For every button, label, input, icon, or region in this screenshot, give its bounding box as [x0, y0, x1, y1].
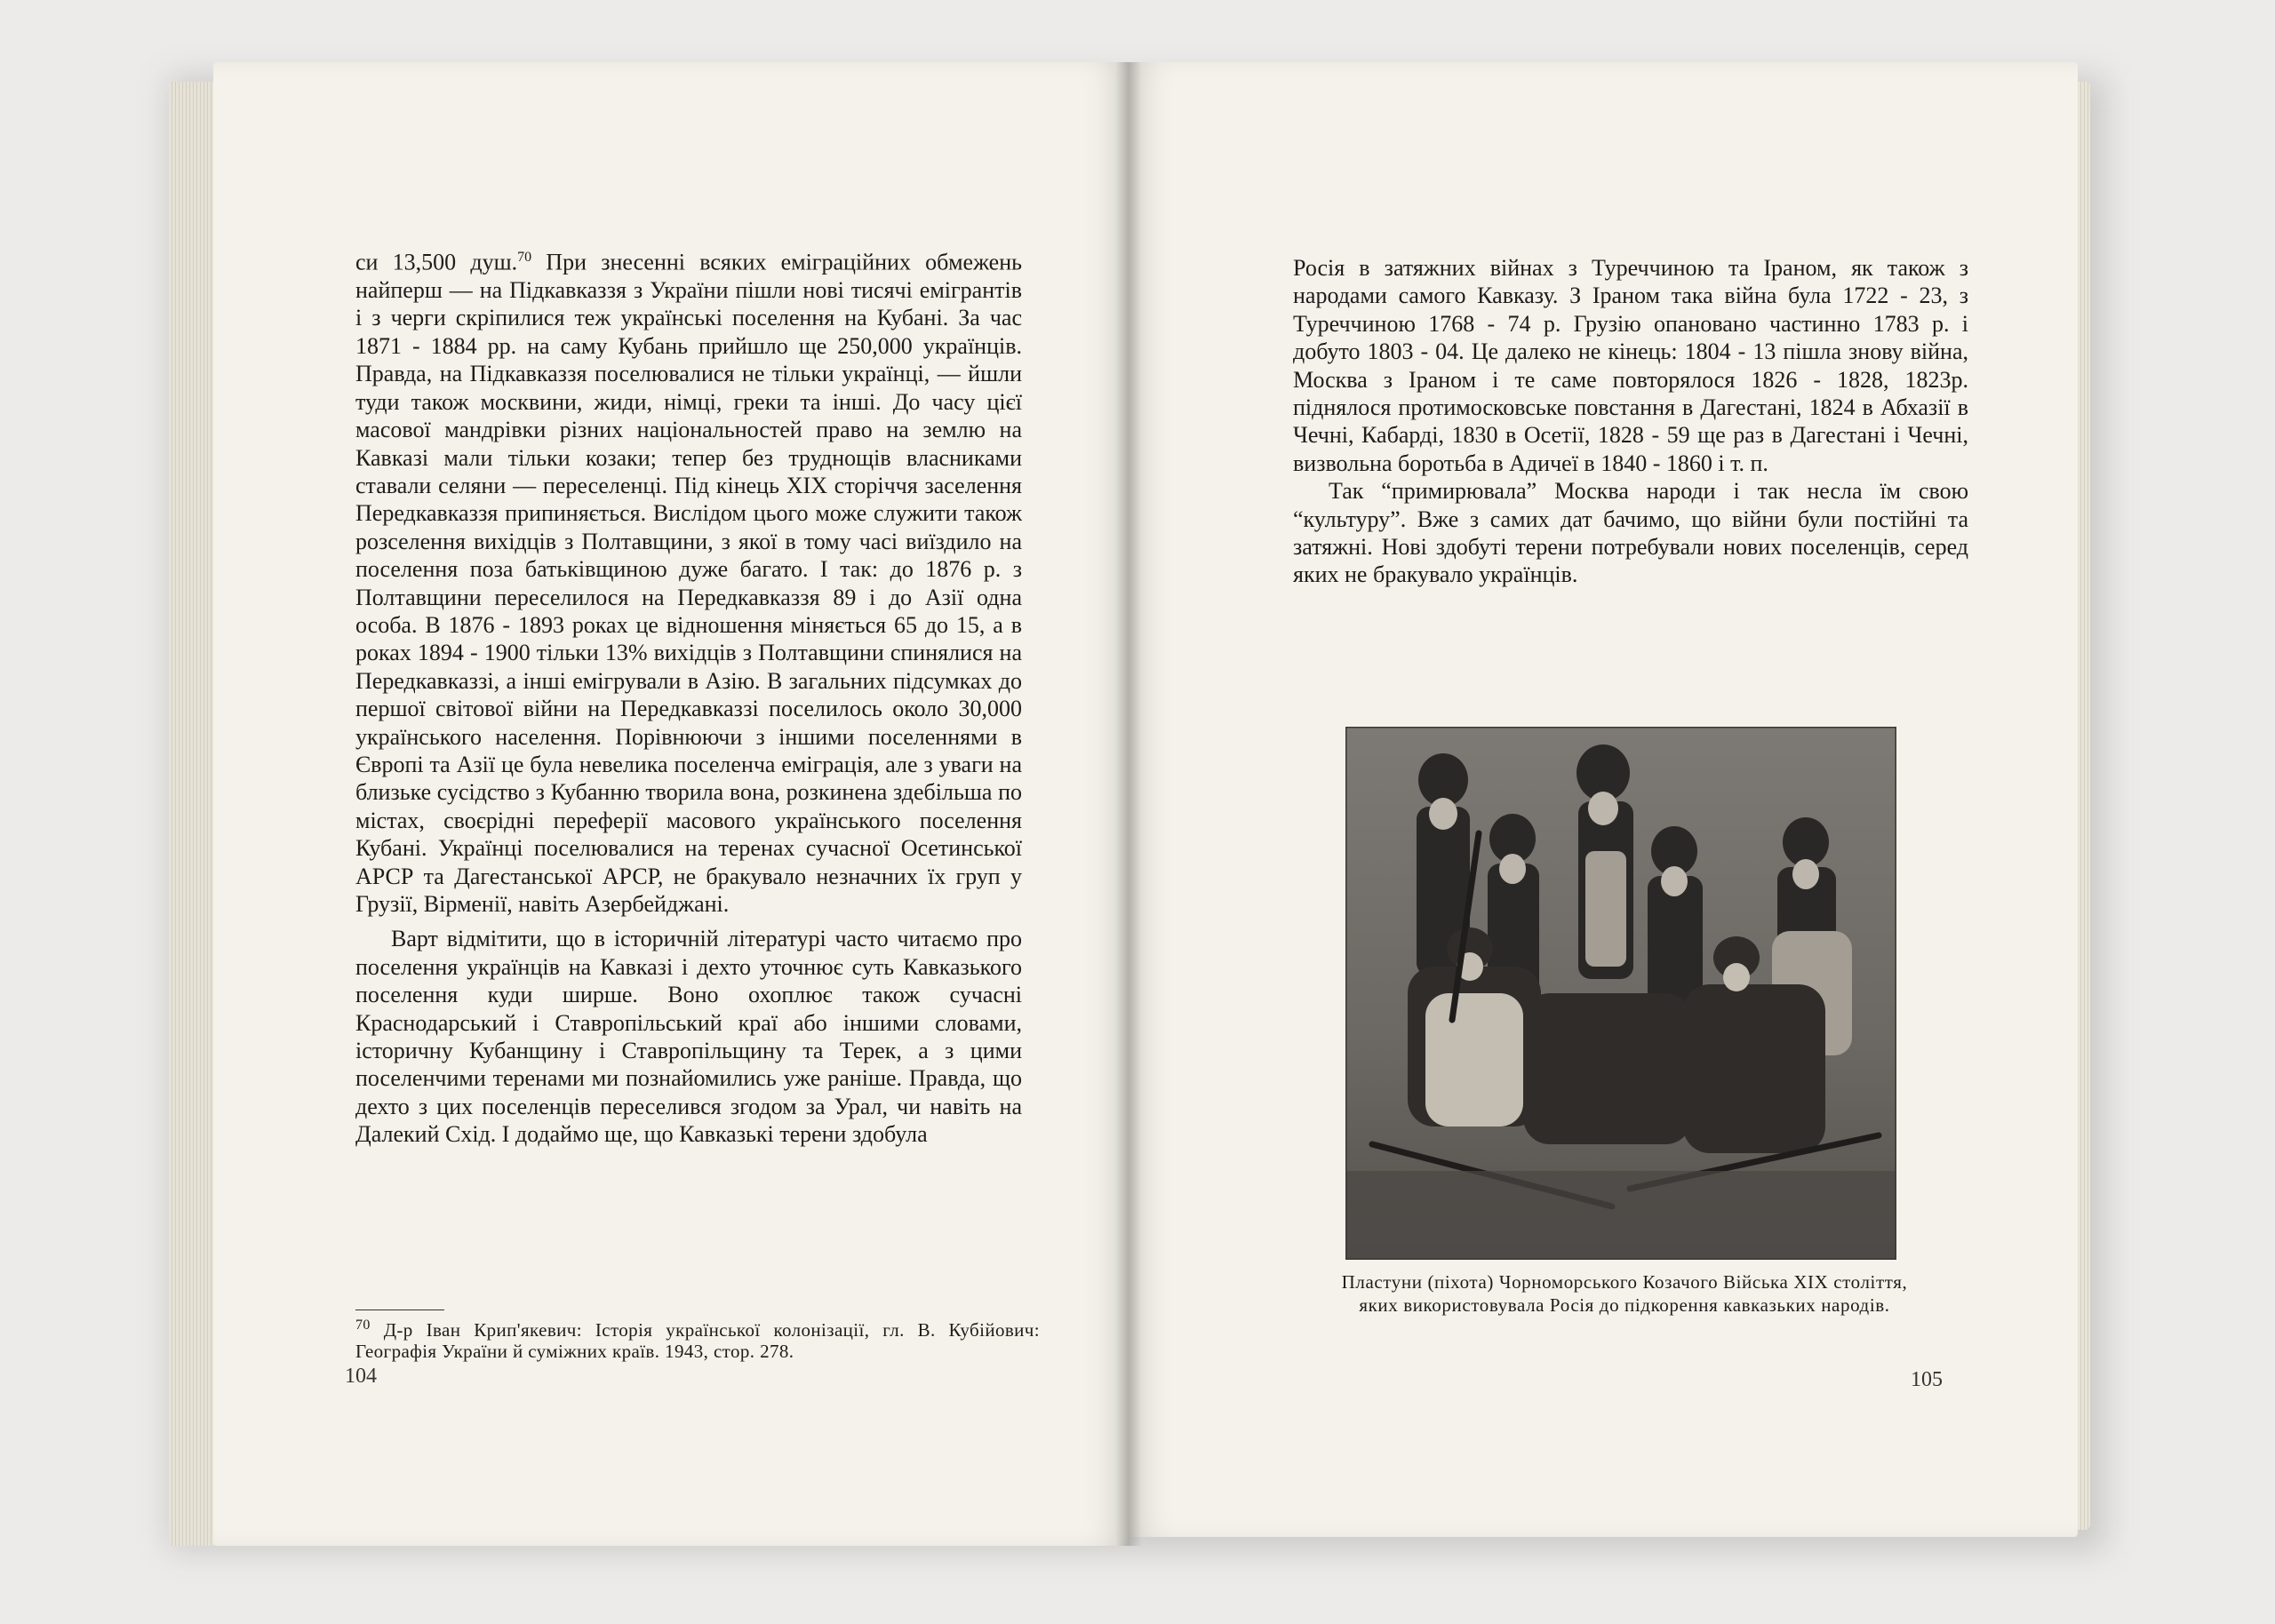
left-paragraph-2: Варт відмітити, що в історичній літературі часто читаємо про поселення українців на Кавказі і дехто уточнює суть Кавказького поселення куди ширше. Воно охоплює також сучасні Краснодарський і Ставропільський краї або іншими словами, історичну Кубанщину і Ставропільщину та Терек, а з цими поселенчими теренами ми познайомились уже раніше. Правда, що дехто з цих поселенців переселився згодом за Урал, чи навіть на Далекий Схід. І додаймо ще, що Кавказькі терени здобула — [355, 926, 1022, 1148]
left-paragraph-1-body: При знесенні всяких еміграційних обмежень найперш — на Підкавказзя з України пішли нові тисячі емігрантів і з черги скріпилися теж українські поселення на Кубані. За час 1871 - 1884 рр. на саму Кубань прийшло ще 250,000 українців. Правда, на Підкавказзя поселювалися не тільки українці, — йшли туди також москвини, жиди, німці, греки та інші. До часу цієї масової мандрівки різних національностей право на землю на Кавказі мали тільки козаки; тепер без труднощів власниками ставали селяни — переселенці. Під кінець XIX сторіччя заселення Передкавказзя припиняється. Вислідом цього може служити також розселення вихідців з Полтавщини, з якої в тому часі виїздило на поселення поза батьківщиною дуже багато. І так: до 1876 р. з Полтавщини переселилося на Передкавказзя 89 і до Азії одна особа. В 1876 - 1893 роках це відношення міняється 65 до 15, а в роках 1894 - 1900 тільки 13% вихідців з Полтавщини спинялися на Передкавказзі, а інші емігрували в Азію. В загальних підсумках до першої світової війни на Передкавказзі поселилось около 30,000 українського населення. Порівнюючи з іншими поселеннями в Європі та Азії це була невелика поселенча еміграція, але з уваги на близьке сусідство з Кубанню творила вона, розкинена здебільша по містах, своєрідні переферії масового українського поселення Кубані. Українці поселювалися на теренах сучасної Осетинської АРСР та Дагестанської АРСР, не бракувало незначних їх груп у Грузії, Вірменії, навіть Азербейджані. — [355, 249, 1022, 917]
right-paragraph-2: Так “примирювала” Москва народи і так несла їм свою “культуру”. Вже з самих дат бачимо, що війни були постійні та затяжні. Нові здобуті терени потребували нових поселенців, серед яких не бракувало українців. — [1293, 478, 1968, 588]
page-number-right: 105 — [1911, 1368, 1943, 1391]
photo-caption: Пластуни (піхота) Чорноморського Козачого Війська XIX століття, яких використовувала Росія до підкорення кавказьких народів. — [1341, 1271, 1908, 1316]
right-page — [1129, 62, 2078, 1537]
footnote-text: Д-р Іван Крип'якевич: Історія української колонізації, гл. В. Кубійович: Географія України й суміжних країв. 1943, стор. 278. — [355, 1319, 1041, 1362]
left-paragraph-1 — [355, 243, 1022, 918]
book-gutter — [1115, 62, 1142, 1546]
footnote — [355, 1315, 1040, 1362]
left-page — [213, 62, 1129, 1546]
left-paragraph-1-start: си 13,500 душ. — [355, 249, 518, 275]
right-page-text — [1293, 254, 1968, 589]
left-page-text — [355, 243, 1022, 1149]
right-paragraph-1: Росія в затяжних війнах з Туреччиною та Іраном, як також з народами самого Кавказу. З Іраном така війна була 1722 - 23, з Туреччиною 1768 - 74 р. Грузію опановано частинно 1783 р. і добуто 1803 - 04. Це далеко не кінець: 1804 - 13 пішла знову війна, Москва з Іраном і те саме повторялося 1826 - 1828, 1823р. піднялося протимосковське повстання в Дагестані, 1824 в Абхазії в Чечні, Кабарді, 1830 в Осетії, 1828 - 59 ще раз в Дагестані і Чечні, визвольна боротьба в Адичеї в 1840 - 1860 і т. п. — [1293, 255, 1968, 476]
photo-image — [1345, 727, 1896, 1260]
cossack-group-photo — [1345, 727, 1896, 1260]
page-number-left: 104 — [345, 1365, 377, 1388]
footnote-mark: 70 — [355, 1318, 371, 1333]
footnote-reference: 70 — [517, 250, 532, 265]
